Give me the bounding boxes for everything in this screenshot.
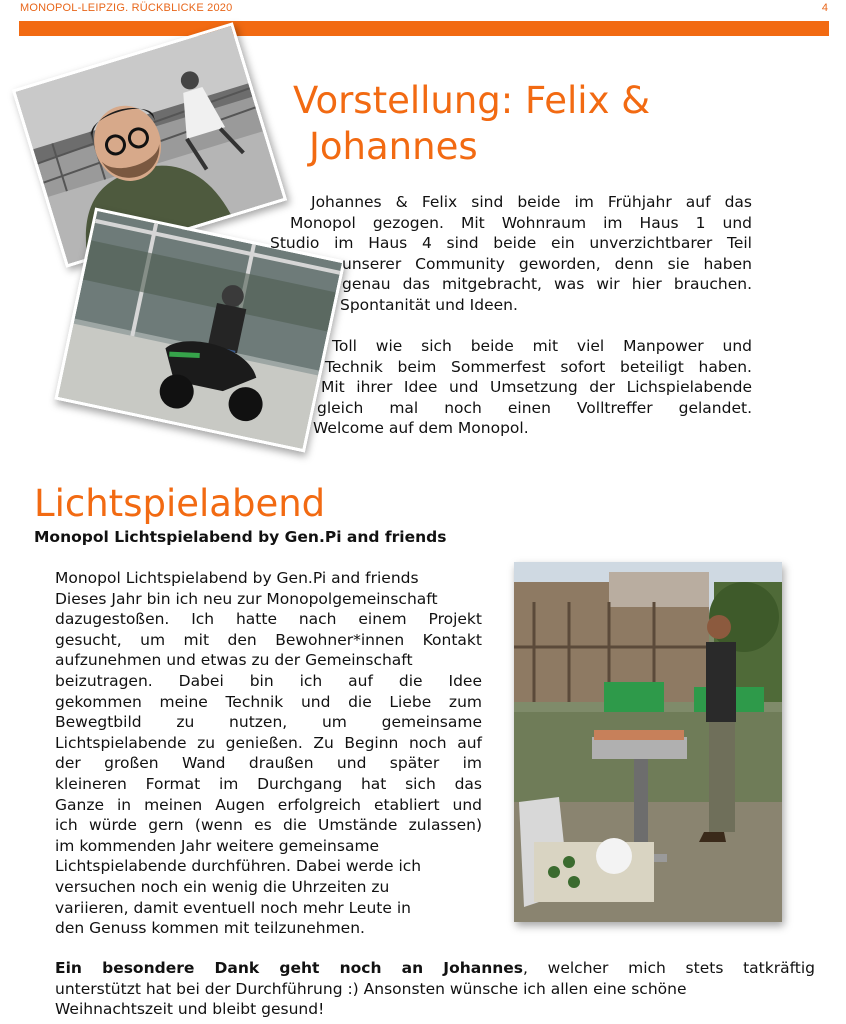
text-line: Bewegtbild zu nutzen, um gemeinsame — [55, 713, 482, 732]
section-title-vorstellung — [293, 78, 763, 170]
text-line: gleich mal noch einen Volltreffer gelandet. — [317, 398, 752, 417]
text-line: Ganze in meinen Augen erfolgreich etabliert und — [55, 795, 482, 814]
text-line: den Genuss kommen mit teilzunehmen. — [55, 919, 365, 938]
text-line: Technik beim Sommerfest sofort beteiligt haben. — [325, 357, 752, 376]
title-line-1: Vorstellung: Felix & — [293, 79, 651, 122]
closing-text — [55, 958, 815, 1020]
text-line: variieren, damit eventuell noch mehr Leute in — [55, 898, 411, 917]
text-line: Welcome auf dem Monopol. — [313, 419, 529, 437]
text-line: im kommenden Jahr weitere gemeinsame — [55, 836, 380, 855]
closing-line-1 — [55, 958, 815, 979]
text-line: Monopol gezogen. Mit Wohnraum im Haus 1 und — [290, 213, 752, 232]
header-bar — [19, 21, 829, 36]
section-title-lichtspielabend: Lichtspielabend — [34, 482, 326, 525]
text-line: Spontanität und Ideen. — [340, 295, 518, 314]
page-number: 4 — [821, 2, 828, 14]
photo-barbecue — [514, 562, 782, 922]
text-line: aufzunehmen und etwas zu der Gemeinschaft — [55, 651, 413, 670]
text-line: Toll wie sich beide mit viel Manpower und — [332, 337, 752, 355]
text-line: genau das mitgebracht, was wir hier brauchen. — [342, 275, 752, 293]
closing-bold: Ein besondere Dank geht noch an Johannes — [55, 959, 524, 977]
text-line: Monopol Lichtspielabend by Gen.Pi and friends — [55, 569, 419, 587]
text-line: Mit ihrer Idee und Umsetzung der Lichspielabende — [321, 378, 752, 396]
text-line: dazugestoßen. Ich hatte nach einem Projekt — [55, 610, 482, 629]
text-line: Studio im Haus 4 sind beide ein unverzichtbarer Teil — [270, 234, 752, 252]
section-subtitle: Monopol Lichtspielabend by Gen.Pi and friends — [34, 528, 447, 546]
header-left: MONOPOL-LEIPZIG. RÜCKBLICKE 2020 — [20, 2, 233, 14]
closing-rest: , welcher mich stets tatkräftig — [523, 959, 815, 977]
text-line: kleineren Format im Durchgang hat sich das — [55, 774, 482, 793]
text-line: Dieses Jahr bin ich neu zur Monopolgemeinschaft — [55, 589, 438, 608]
intro-para-2 — [313, 336, 752, 439]
title-line-2: Johannes — [309, 125, 478, 168]
text-line: Johannes & Felix sind beide im Frühjahr auf das — [311, 193, 752, 211]
text-line: ich würde gern (wenn es die Umstände zulassen) — [55, 816, 482, 835]
lichtspielabend-body — [55, 568, 482, 939]
text-line: beizutragen. Dabei bin ich auf die Idee — [55, 671, 482, 690]
intro-para-1 — [270, 192, 752, 315]
text-line: gesucht, um mit den Bewohner*innen Kontakt — [55, 630, 482, 649]
text-line: gekommen meine Technik und die Liebe zum — [55, 692, 482, 711]
text-line: unserer Community geworden, denn sie haben — [342, 254, 752, 273]
text-line: der großen Wand draußen und später im — [55, 754, 482, 773]
closing-line-3: Weihnachtszeit und bleibt gesund! — [55, 1000, 325, 1018]
text-line: versuchen noch ein wenig die Uhrzeiten zu — [55, 877, 390, 896]
text-line: Lichtspielabende durchführen. Dabei werde ich — [55, 857, 422, 876]
text-line: Lichtspielabende zu genießen. Zu Beginn noch auf — [55, 733, 482, 752]
closing-line-2: unterstützt hat bei der Durchführung :) Ansonsten wünsche ich allen eine schöne — [55, 979, 687, 998]
